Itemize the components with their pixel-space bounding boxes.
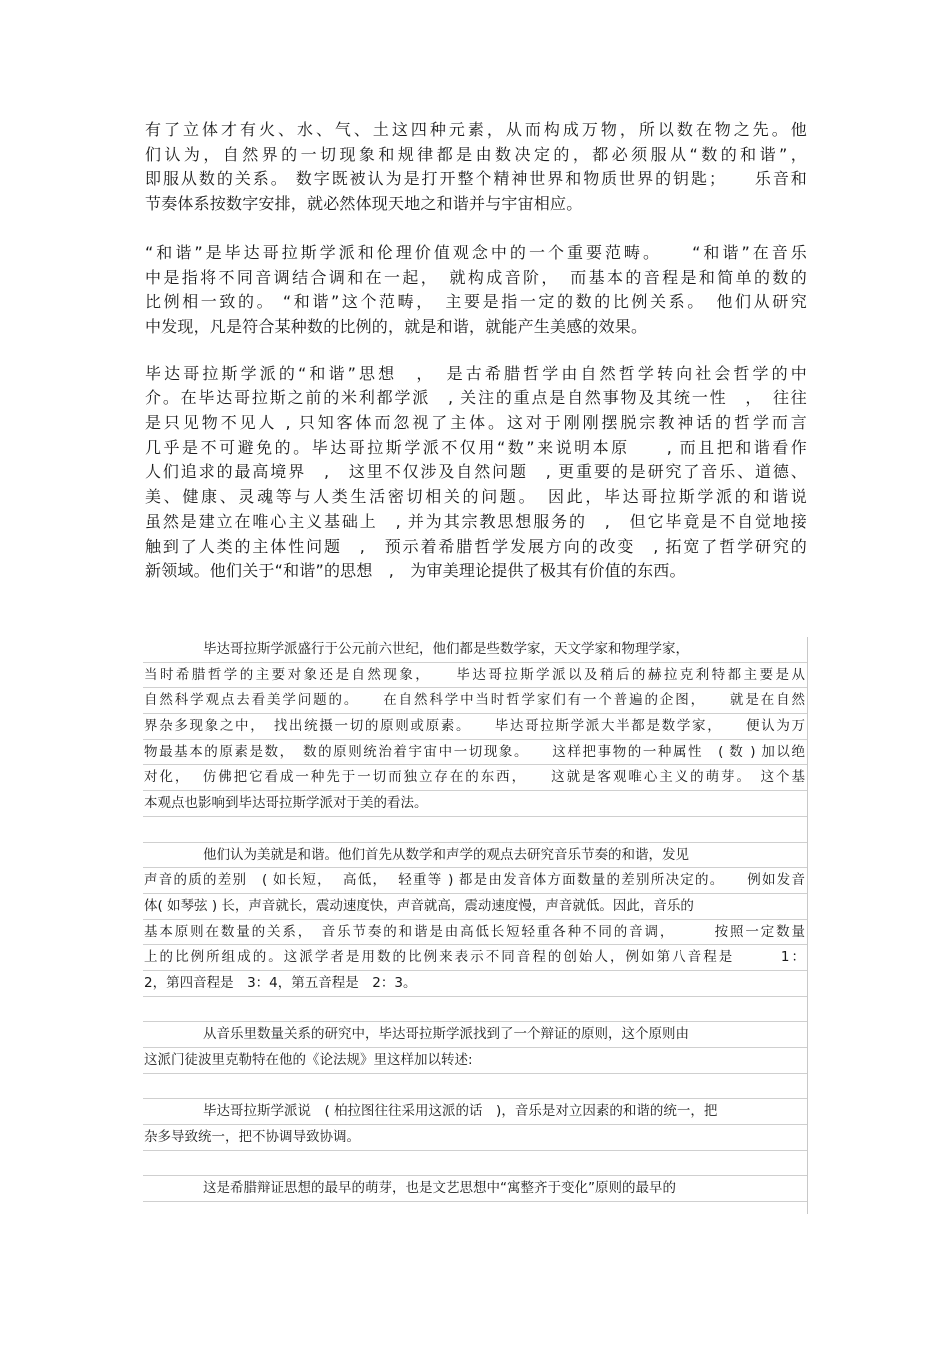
ruled-line: 界杂多现象之中， 找出统摄一切的原则或原素。 毕达哥拉斯学派大半都是数学家， 便认为万	[143, 714, 807, 740]
text-line: 介。在毕达哥拉斯之前的米利都学派 , 关注的重点是自然事物及其统一性 ， 往往	[145, 388, 807, 408]
text-line: 是只见物不见人 , 只知客体而忽视了主体。这对于刚刚摆脱宗教神话的哲学而言	[145, 413, 807, 433]
text-line: 节奏体系按数字安排，就必然体现天地之和谐并与宇宙相应。	[145, 194, 583, 214]
ruled-line: 从音乐里数量关系的研究中，毕达哥拉斯学派找到了一个辩证的原则，这个原则由	[143, 1022, 807, 1048]
ruled-line: 毕达哥拉斯学派说 ( 柏拉图往往采用这派的话 )，音乐是对立因素的和谐的统一，把	[143, 1099, 807, 1125]
ruled-line-blank	[143, 1074, 807, 1100]
text-line: 几乎是不可避免的。毕达哥拉斯学派不仅用“数”来说明本原 , 而且把和谐看作	[145, 437, 807, 457]
main-text	[145, 118, 807, 584]
text-line: 毕达哥拉斯学派的“和谐”思想 ， 是古希腊哲学由自然哲学转向社会哲学的中	[145, 363, 807, 383]
text-line: 中是指将不同音调结合调和在一起， 就构成音阶， 而基本的音程是和简单的数的	[145, 267, 807, 287]
text-line: 新领域。他们关于“和谐”的思想 , 为审美理论提供了极其有价值的东西。	[145, 561, 686, 581]
ruled-line: 当时希腊哲学的主要对象还是自然现象， 毕达哥拉斯学派以及稍后的赫拉克利特都主要是从	[143, 663, 807, 689]
paragraph-harmony-concept	[145, 241, 807, 340]
ruled-line: 基本原则在数量的关系， 音乐节奏的和谐是由高低长短轻重各种不同的音调， 按照一定数量	[143, 920, 807, 946]
ruled-line: 体( 如琴弦 ) 长，声音就长，震动速度快，声音就高，震动速度慢，声音就低。因此，音乐的	[143, 894, 807, 920]
text-line: 们认为，自然界的一切现象和规律都是由数决定的，都必须服从“数的和谐”，	[145, 144, 807, 164]
paragraph-elements-harmony	[145, 118, 807, 217]
ruled-line: 毕达哥拉斯学派盛行于公元前六世纪，他们都是些数学家，天文学家和物理学家，	[143, 637, 807, 663]
text-line: 中发现，凡是符合某种数的比例的，就是和谐，就能产生美感的效果。	[145, 316, 648, 336]
text-line: “和谐”是毕达哥拉斯学派和伦理价值观念中的一个重要范畴。 “和谐”在音乐	[145, 242, 807, 262]
ruled-line: 2，第四音程是 3：4，第五音程是 2：3。	[143, 971, 807, 997]
ruled-line: 声音的质的差别 ( 如长短， 高低， 轻重等 ) 都是由发音体方面数量的差别所决定的。 例如发音	[143, 868, 807, 894]
ruled-line: 自然科学观点去看美学问题的。 在自然科学中当时哲学家们有一个普遍的企图， 就是在自然	[143, 688, 807, 714]
text-line: 有了立体才有火、水、气、土这四种元素，从而构成万物，所以数在物之先。他	[145, 120, 807, 139]
ruled-line-blank	[143, 1151, 807, 1177]
ruled-line: 这是希腊辩证思想的最早的萌芽，也是文艺思想中“寓整齐于变化”原则的最早的	[143, 1176, 807, 1202]
paragraph-harmony-thought	[145, 362, 807, 584]
text-line: 人们追求的最高境界 , 这里不仅涉及自然问题 , 更重要的是研究了音乐、道德、	[145, 462, 807, 482]
ruled-line: 本观点也影响到毕达哥拉斯学派对于美的看法。	[143, 791, 807, 817]
ruled-line-blank	[143, 817, 807, 843]
ruled-line: 物最基本的原素是数， 数的原则统治着宇宙中一切现象。 这样把事物的一种属性 ( 数 ) 加以绝	[143, 740, 807, 766]
ruled-line: 上的比例所组成的。这派学者是用数的比例来表示不同音程的创始人，例如第八音程是 1：	[143, 945, 807, 971]
text-line: 即服从数的关系。 数字既被认为是打开整个精神世界和物质世界的钥匙； 乐音和	[145, 169, 807, 189]
ruled-line: 他们认为美就是和谐。他们首先从数学和声学的观点去研究音乐节奏的和谐，发见	[143, 843, 807, 869]
ruled-line: 杂多导致统一，把不协调导致协调。	[143, 1125, 807, 1151]
ruled-text-block	[143, 637, 808, 1214]
text-line: 美、健康、灵魂等与人类生活密切相关的问题。 因此，毕达哥拉斯学派的和谐说	[145, 487, 807, 507]
text-line: 虽然是建立在唯心主义基础上 , 并为其宗教思想服务的 , 但它毕竟是不自觉地接	[145, 511, 807, 531]
text-line: 触到了人类的主体性问题 , 预示着希腊哲学发展方向的改变 , 拓宽了哲学研究的	[145, 536, 807, 556]
ruled-line-blank	[143, 997, 807, 1023]
ruled-line: 对化， 仿佛把它看成一种先于一切而独立存在的东西， 这就是客观唯心主义的萌芽。 这个基	[143, 765, 807, 791]
text-line: 比例相一致的。 “和谐”这个范畴， 主要是指一定的数的比例关系。 他们从研究	[145, 292, 807, 312]
ruled-line: 这派门徒波里克勒特在他的《论法规》里这样加以转述:	[143, 1048, 807, 1074]
